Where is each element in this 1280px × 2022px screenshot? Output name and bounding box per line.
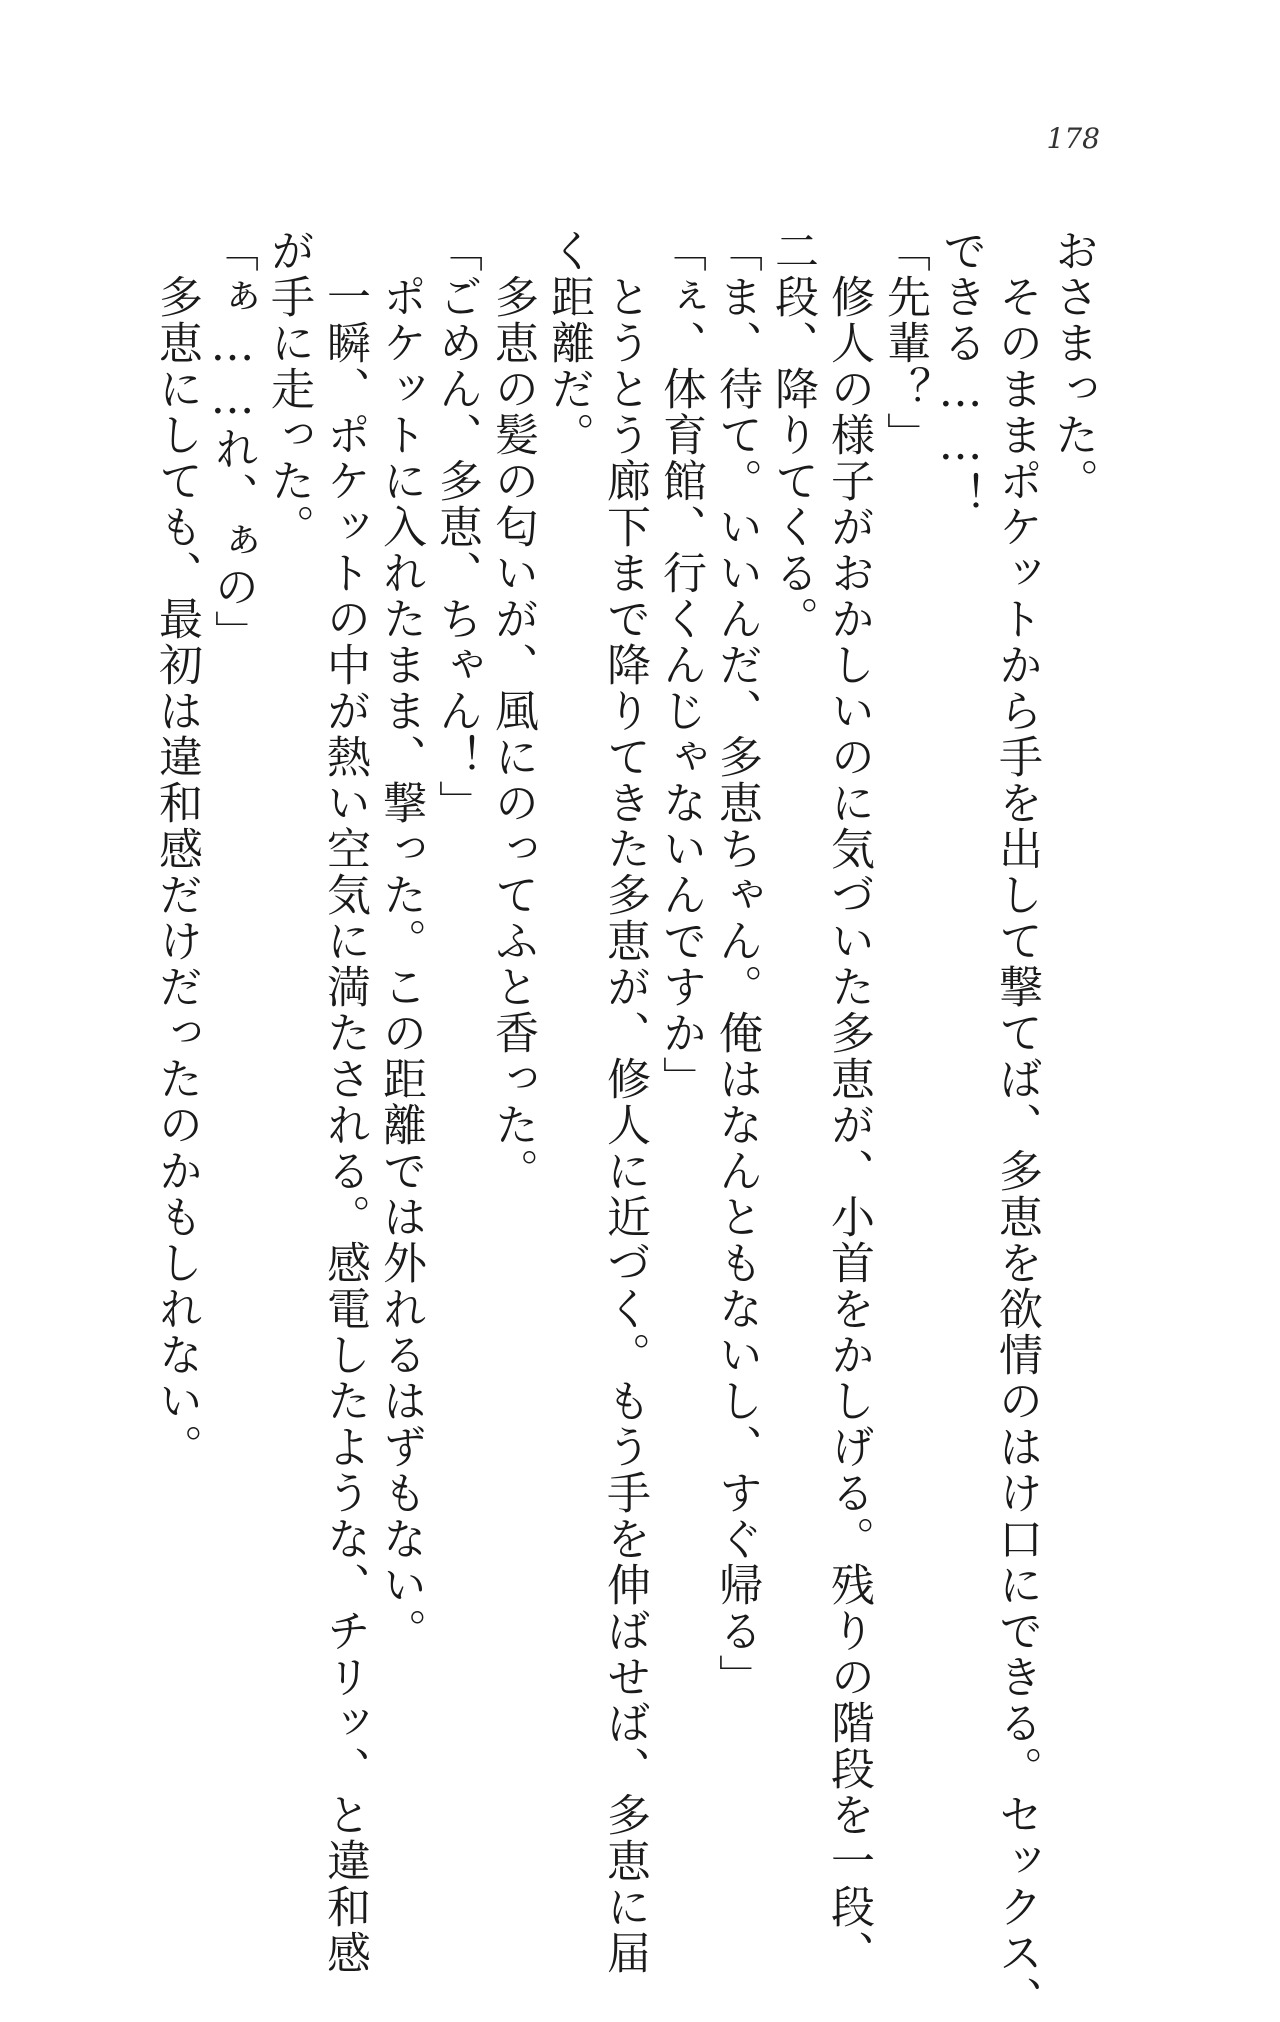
text-line: とうとう廊下まで降りてきた多恵が、修人に近づく。もう手を伸ばせば、多恵に届 xyxy=(599,228,650,1976)
text-line: 「ぁ……れ、ぁの」 xyxy=(207,228,258,656)
text-line: おさまった。 xyxy=(1047,228,1098,504)
text-line: 修人の様子がおかしいのに気づいた多恵が、小首をかしげる。残りの階段を一段、 xyxy=(823,228,874,1976)
text-line: ポケットに入れたまま、撃った。この距離では外れるはずもない。 xyxy=(375,228,426,1654)
text-line: 「ごめん、多恵、ちゃん！」 xyxy=(431,228,482,826)
text-line: 二段、降りてくる。 xyxy=(767,228,818,642)
text-line: く距離だ。 xyxy=(543,228,594,458)
text-line: そのままポケットから手を出して撃てば、多恵を欲情のはけ口にできる。セックス、 xyxy=(991,228,1042,2022)
page-number: 178 xyxy=(1046,122,1100,155)
text-line: が手に走った。 xyxy=(263,228,314,550)
text-line: 「ま、待て。いいんだ、多恵ちゃん。俺はなんともないし、すぐ帰る」 xyxy=(711,228,762,1700)
text-line: 多恵にしても、最初は違和感だけだったのかもしれない。 xyxy=(151,228,202,1470)
text-line: 一瞬、ポケットの中が熱い空気に満たされる。感電したような、チリッ、と違和感 xyxy=(319,228,370,1976)
text-line: できる……！ xyxy=(935,228,986,518)
text-line: 「ぇ、体育館、行くんじゃないんですか」 xyxy=(655,228,706,1102)
text-line: 多恵の髪の匂いが、風にのってふと香った。 xyxy=(487,228,538,1194)
vertical-text-body xyxy=(151,228,1100,2022)
text-line: 「先輩？」 xyxy=(879,228,930,458)
